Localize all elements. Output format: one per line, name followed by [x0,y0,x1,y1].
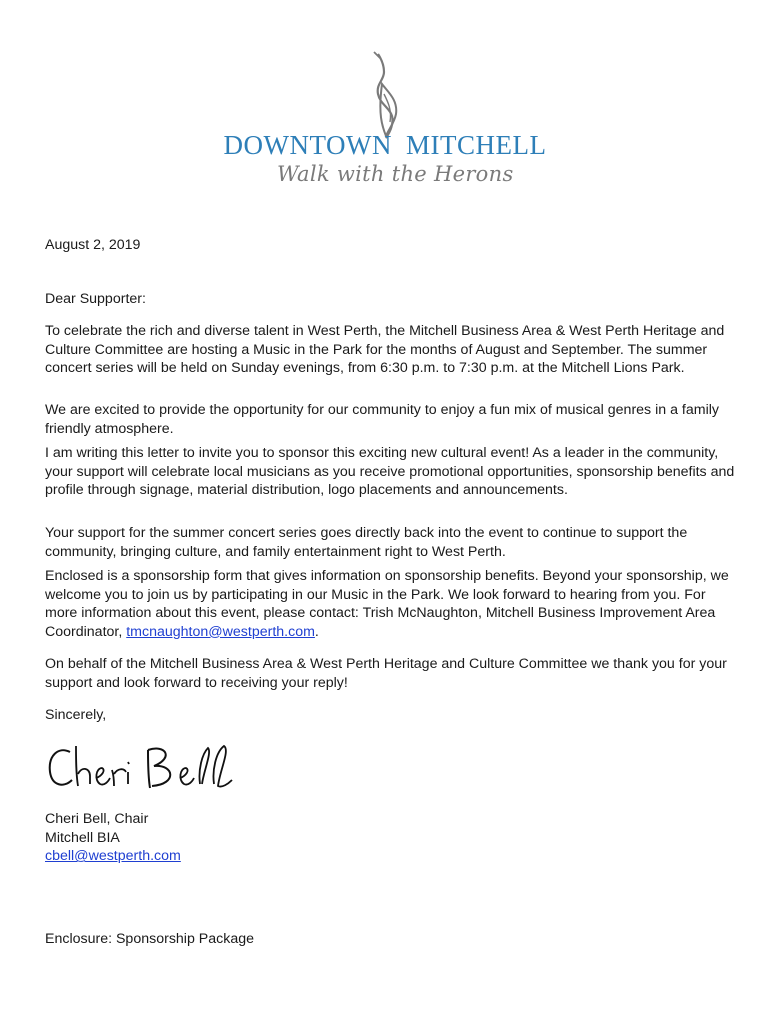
letter-date: August 2, 2019 [45,237,141,253]
paragraph-1 [45,322,735,378]
paragraph-5 [45,567,735,641]
signer-org: Mitchell BIA [45,829,120,846]
paragraph-6 [45,655,735,692]
brand-tagline: Walk with the Herons [277,162,514,186]
signer-name: Cheri Bell, Chair [45,811,149,827]
brand-left: DOWNTOWN [223,130,392,160]
heron-icon [368,50,408,140]
paragraph-2 [45,401,735,438]
signer-email-link[interactable]: cbell@westperth.com [45,848,181,865]
brand-right: MITCHELL [405,130,547,160]
handwritten-signature [40,740,250,800]
brand-wordmark [0,130,770,161]
paragraph-4-text: Your support for the summer concert series goes directly back into the event to continue to support the community, bringing culture, and family entertainment right to West Perth. [45,525,688,560]
enclosure-note: Enclosure: Sponsorship Package [45,931,254,947]
letter-closing: Sincerely, [45,707,107,723]
contact-email-link[interactable]: tmcnaughton@westperth.com [126,623,315,640]
paragraph-1-text: To celebrate the rich and diverse talent in West Perth, the Mitchell Business Area & West Perth Heritage and Culture Committee are hosting a Music in the Park for the months of August and September. The summer concert series will be held on Sunday evenings, from 6:30 p.m. to 7:30 p.m. at the Mitchell Lions Park. [45,323,725,377]
paragraph-2-text: We are excited to provide the opportunity for our community to enjoy a fun mix of musical genres in a family friendly atmosphere. [45,402,719,437]
paragraph-6-text: On behalf of the Mitchell Business Area & West Perth Heritage and Culture Committee we thank you for your support and look forward to receiving your reply! [45,656,727,691]
paragraph-4 [45,524,735,561]
paragraph-5-text: Enclosed is a sponsorship form that gives information on sponsorship benefits. Beyond your sponsorship, we welcome you to join us by participating in our Music in the Park. We look forward to hearing from you. For more information about this event, please contact: Trish McNaughton, Mitchell Business Improvement Area Coordinator, [45,568,729,640]
paragraph-5-end: . [314,623,319,640]
paragraph-3-text: I am writing this letter to invite you to sponsor this exciting new cultural event! As a leader in the community, your support will celebrate local musicians as you receive promotional opportunities, sponsorship benefits and profile through signage, material distribution, logo placements and announcements. [45,445,735,499]
paragraph-3 [45,444,735,500]
letterhead-logo [0,50,770,200]
letter-salutation: Dear Supporter: [45,291,146,307]
signer-block [45,810,735,866]
